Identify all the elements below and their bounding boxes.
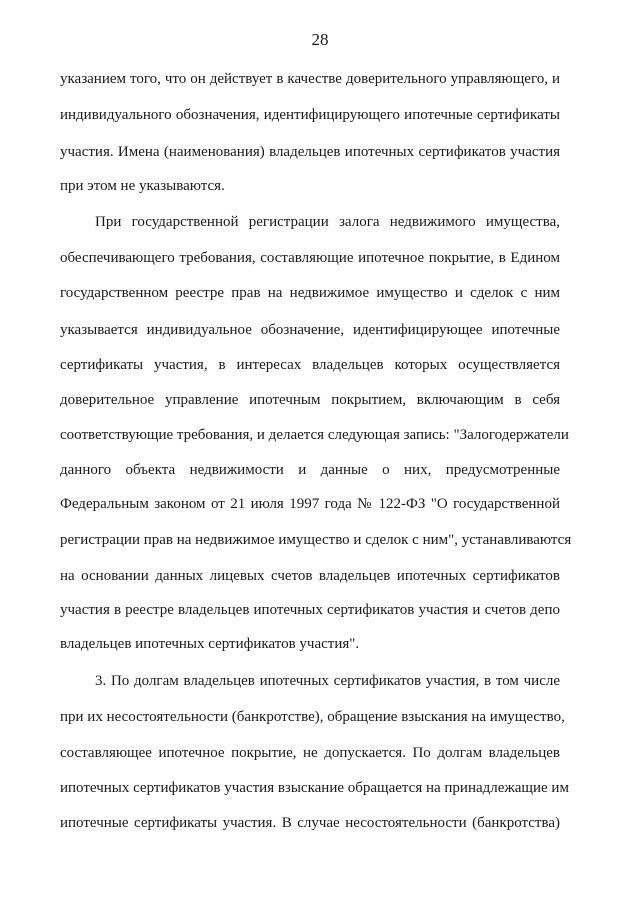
text-line: владельцев ипотечных сертификатов участия". — [60, 636, 360, 652]
text-line: составляющее ипотечное покрытие, не допускается. По долгам владельцев — [60, 745, 560, 761]
text-line: данного объекта недвижимости и данные о них, предусмотренные — [60, 462, 560, 478]
text-line: 3. По долгам владельцев ипотечных сертификатов участия, в том числе — [95, 673, 560, 689]
text-line: указывается индивидуальное обозначение, идентифицирующее ипотечные — [60, 322, 560, 338]
page-number: 28 — [311, 30, 329, 49]
text-line: ипотечные сертификаты участия. В случае несостоятельности (банкротства) — [60, 815, 560, 831]
text-line: участия. Имена (наименования) владельцев ипотечных сертификатов участия — [60, 144, 560, 160]
text-line: соответствующие требования, и делается следующая запись: "Залогодержатели — [60, 427, 569, 443]
text-line: доверительное управление ипотечным покрытием, включающим в себя — [60, 392, 560, 408]
text-line: ипотечных сертификатов участия взыскание обращается на принадлежащие им — [60, 780, 569, 796]
text-line: при этом не указываются. — [60, 178, 225, 194]
text-line: участия в реестре владельцев ипотечных сертификатов участия и счетов депо — [60, 602, 560, 618]
text-line: на основании данных лицевых счетов владельцев ипотечных сертификатов — [60, 568, 560, 584]
text-line: государственном реестре прав на недвижимое имущество и сделок с ним — [60, 285, 560, 301]
text-line: при их несостоятельности (банкротстве), обращение взыскания на имущество, — [60, 709, 565, 725]
text-line: индивидуального обозначения, идентифицирующего ипотечные сертификаты — [60, 107, 560, 123]
text-line: указанием того, что он действует в качестве доверительного управляющего, и — [60, 71, 560, 87]
text-line: регистрации прав на недвижимое имущество и сделок с ним", устанавливаются — [60, 532, 572, 548]
text-line: сертификаты участия, в интересах владельцев которых осуществляется — [60, 357, 560, 373]
text-line: Федеральным законом от 21 июля 1997 года № 122-ФЗ "О государственной — [60, 496, 560, 512]
text-line: обеспечивающего требования, составляющие ипотечное покрытие, в Едином — [60, 250, 560, 266]
text-line: При государственной регистрации залога недвижимого имущества, — [95, 214, 560, 230]
